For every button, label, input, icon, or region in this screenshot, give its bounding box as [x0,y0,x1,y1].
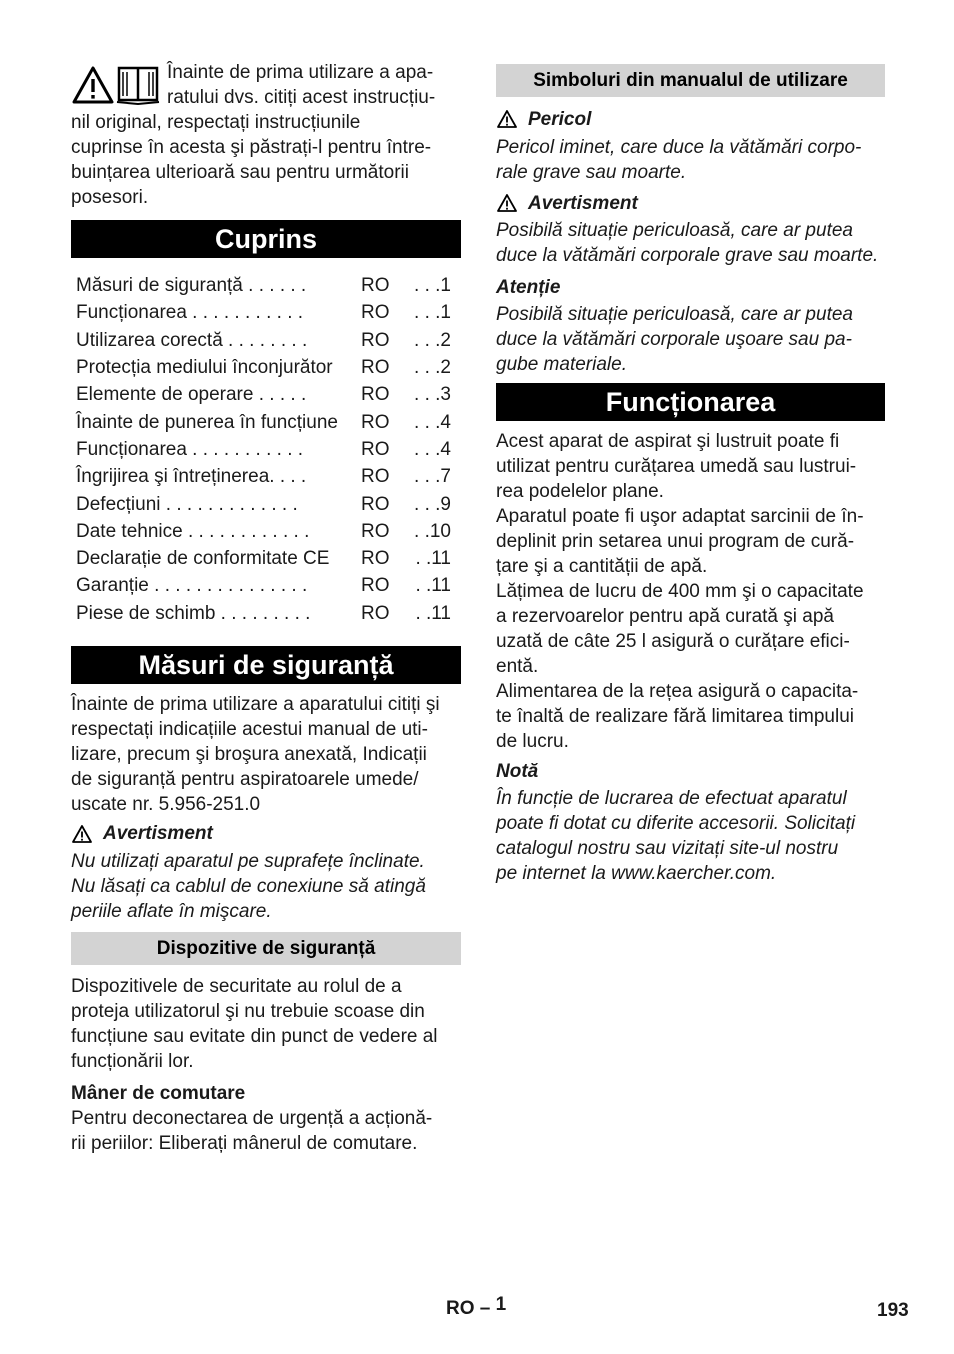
safety-devices-line: funcțiune sau evitate din punct de vedere al [71,1025,438,1047]
toc-entry-lang: RO [361,302,390,324]
warning-triangle-icon [496,193,518,213]
intro-line: buințarea ulterioară sau pentru următorii [71,162,409,183]
caution-line: duce la vătămări corporale uşoare sau pa- [496,329,852,350]
warning-triangle-icon [496,109,518,129]
safety-line: Înainte de prima utilizare a aparatului citiți şi [71,693,440,715]
toc-entry-page: . . .2 [414,357,451,379]
toc-row [71,572,461,599]
toc-entry-title: Înainte de punerea în funcțiune [76,411,338,433]
toc-row [71,463,461,490]
toc-row [71,408,461,435]
intro-line: Înainte de prima utilizare a apa- [167,62,434,83]
toc-entry-lang: RO [361,329,390,351]
warning-line: Posibilă situație periculoasă, care ar putea [496,220,853,241]
toc-entry-lang: RO [361,411,390,433]
safety-devices-text [71,974,461,1074]
safety-devices-line: funcționării lor. [71,1050,194,1072]
safety-line: de siguranță pentru aspiratoarele umede/ [71,768,419,790]
manual-book-icon [117,68,159,104]
note-line: pe internet la www.kaercher.com. [496,863,777,884]
toc-entry-title: Elemente de operare . . . . . [76,384,307,406]
right-column [496,64,885,886]
operation-line: țare şi a cantității de apă. [496,556,708,577]
footer-lang: RO – [446,1298,491,1319]
safety-warning-label: Avertisment [103,823,213,845]
toc-entry-page: . .11 [415,548,451,570]
warning-text [496,218,885,268]
caution-text [496,302,885,377]
operation-line: Lățimea de lucru de 400 mm şi o capacitate [496,581,864,602]
toc-row [71,272,461,299]
danger-line: rale grave sau moarte. [496,162,687,183]
toc-entry-page: . . .7 [414,466,451,488]
safety-body [71,692,461,817]
operation-line: Alimentarea de la rețea asigură o capacita- [496,681,859,702]
safety-devices-heading: Dispozitive de siguranță [71,932,461,965]
danger-heading [496,106,885,132]
symbols-heading: Simboluri din manualul de utilizare [496,64,885,97]
toc-entry-lang: RO [361,520,390,542]
toc-entry-lang: RO [361,384,390,406]
toc-row [71,436,461,463]
toc-entry-lang: RO [361,466,390,488]
toc-entry-title: Măsuri de siguranță . . . . . . [76,275,307,297]
operation-heading: Funcționarea [496,383,885,421]
note-text [496,786,885,886]
left-column [71,60,461,1156]
safety-warning-text [71,849,461,924]
toc-row [71,600,461,627]
note-line: poate fi dotat cu diferite accesorii. Solicitați [496,813,856,834]
toc-entry-page: . . .2 [414,329,451,351]
warning-line: duce la vătămări corporale grave sau moarte. [496,245,879,266]
operation-line: uzată de câte 25 l asigură o curățare efici- [496,631,850,652]
danger-line: Pericol iminet, care duce la vătămări corpo- [496,137,862,158]
toc-entry-title: Defecțiuni . . . . . . . . . . . . . [76,493,298,515]
toc-entry-title: Piese de schimb . . . . . . . . . [76,602,311,624]
note-line: În funcție de lucrarea de efectuat aparatul [496,788,847,809]
intro-icons [71,64,163,110]
safety-line: uscate nr. 5.956-251.0 [71,793,261,815]
note-label: Notă [496,760,539,782]
toc-row [71,545,461,572]
switch-handle-line: rii periilor: Eliberați mânerul de comutare. [71,1132,418,1154]
toc-entry-title: Declarație de conformitate CE [76,548,330,570]
table-of-contents [71,272,461,627]
safety-warning-heading [71,821,461,847]
operation-line: Acest aparat de aspirat şi lustruit poate fi [496,431,840,452]
toc-entry-lang: RO [361,357,390,379]
danger-label: Pericol [528,108,592,130]
operation-line: Aparatul poate fi uşor adaptat sarcinii de în- [496,506,864,527]
safety-line: lizare, precum şi broşura anexată, Indicații [71,743,427,765]
safety-warning-line: periile aflate în mişcare. [71,900,272,922]
operation-text [496,429,885,754]
safety-devices-line: proteja utilizatorul şi nu trebuie scoase din [71,1000,425,1022]
toc-entry-title: Îngrijirea şi întreținerea. . . . [76,466,307,488]
safety-devices-line: Dispozitivele de securitate au rolul de a [71,975,402,997]
intro-line: ratului dvs. citiți acest instrucțiu- [167,87,436,108]
toc-entry-title: Funcționarea . . . . . . . . . . . [76,438,304,460]
page-number: 193 [877,1300,909,1321]
operation-line: a rezervoarelor pentru apă curată şi apă [496,606,834,627]
warning-label: Avertisment [528,192,638,214]
operation-line: entă. [496,656,539,677]
caution-label: Atenție [496,276,561,298]
toc-entry-lang: RO [361,548,390,570]
toc-entry-page: . .11 [415,602,451,624]
intro-line: cuprinse în acesta şi păstrați-l pentru între- [71,137,432,158]
toc-heading: Cuprins [71,220,461,258]
operation-line: te înaltă de realizare fără limitarea timpului [496,706,855,727]
toc-row [71,327,461,354]
operation-line: utilizat pentru curățarea umedă sau lustrui- [496,456,857,477]
toc-entry-lang: RO [361,602,390,624]
toc-entry-page: . . .4 [414,438,451,460]
toc-row [71,381,461,408]
toc-entry-lang: RO [361,438,390,460]
intro-block [71,60,461,210]
toc-entry-page: . . .9 [414,493,451,515]
warning-triangle-icon [71,824,93,844]
caution-line: Posibilă situație periculoasă, care ar putea [496,304,853,325]
toc-entry-page: . .10 [414,520,451,542]
toc-row [71,518,461,545]
caution-line: gube materiale. [496,354,627,375]
toc-row [71,354,461,381]
intro-line: posesori. [71,187,149,208]
footer-section-page: 1 [495,1294,507,1315]
safety-line: respectați indicațiile acestui manual de uti- [71,718,428,740]
switch-handle-line: Pentru deconectarea de urgență a acționă- [71,1107,433,1129]
safety-warning-line: Nu lăsați ca cablul de conexiune să atingă [71,875,426,897]
toc-entry-page: . . .1 [414,275,451,297]
toc-entry-page: . .11 [415,575,451,597]
intro-line: nil original, respectați instrucțiunile [71,112,361,133]
warning-triangle-icon [74,68,112,102]
toc-entry-lang: RO [361,575,390,597]
footer-section-label [446,1296,506,1321]
toc-entry-page: . . .1 [414,302,451,324]
toc-entry-page: . . .3 [414,384,451,406]
switch-handle-text [71,1106,461,1156]
danger-text [496,135,885,185]
toc-entry-title: Date tehnice . . . . . . . . . . . . [76,520,310,542]
switch-handle-heading: Mâner de comutare [71,1082,246,1104]
toc-entry-title: Utilizarea corectă . . . . . . . . [76,329,308,351]
operation-line: de lucru. [496,731,569,752]
toc-row [71,299,461,326]
toc-entry-title: Protecția mediului înconjurător [76,357,333,379]
toc-entry-page: . . .4 [414,411,451,433]
operation-line: deplinit prin setarea unui program de cură- [496,531,855,552]
note-line: catalogul nostru sau vizitați site-ul nostru [496,838,839,859]
toc-entry-lang: RO [361,275,390,297]
toc-entry-lang: RO [361,493,390,515]
operation-line: rea podelelor plane. [496,481,664,502]
toc-entry-title: Garanție . . . . . . . . . . . . . . . [76,575,308,597]
toc-entry-title: Funcționarea . . . . . . . . . . . [76,302,304,324]
safety-heading: Măsuri de siguranță [71,646,461,684]
warning-heading [496,190,885,216]
safety-warning-line: Nu utilizați aparatul pe suprafețe înclinate. [71,850,425,872]
toc-row [71,490,461,517]
